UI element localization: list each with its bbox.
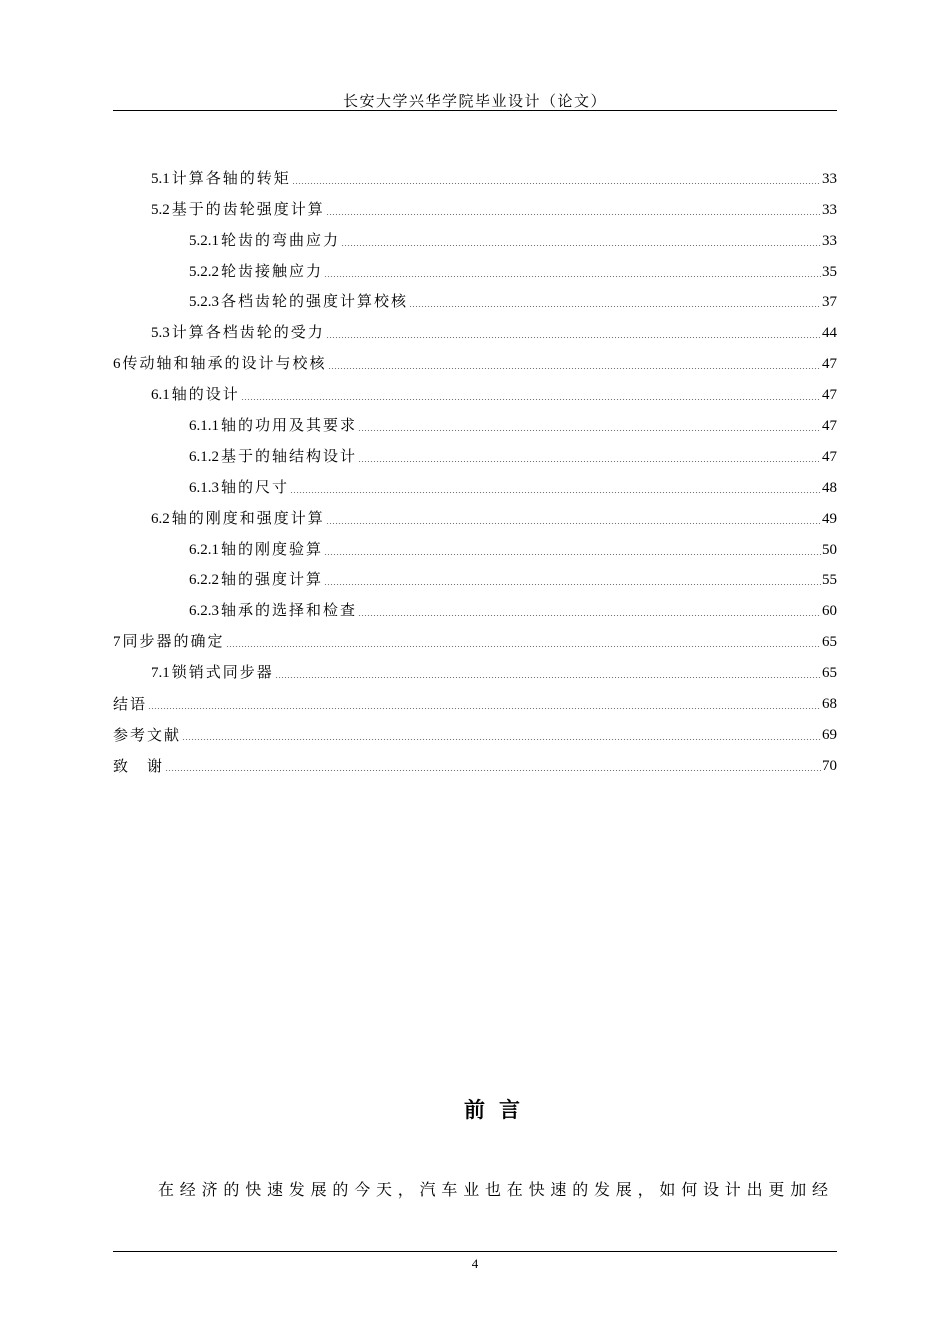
- toc-dot-leader: [326, 337, 821, 338]
- toc-dot-leader: [226, 646, 821, 647]
- toc-entry[interactable]: [113, 534, 837, 565]
- toc-entry-number: 6.2.3: [189, 603, 219, 620]
- toc-entry-title: [189, 538, 323, 561]
- toc-entry-page: 47: [822, 356, 837, 373]
- toc-entry-title: [113, 630, 225, 653]
- toc-entry-page: 50: [822, 541, 837, 558]
- toc-entry-title: [189, 476, 289, 499]
- toc-entry[interactable]: [113, 410, 837, 441]
- toc-entry-page: 47: [822, 387, 837, 404]
- toc-entry-page: 47: [822, 418, 837, 435]
- toc-entry-title: [189, 568, 323, 591]
- toc-entry-page: 44: [822, 325, 837, 342]
- toc-entry-title: [151, 383, 240, 406]
- toc-entry-number: 5.3: [151, 325, 170, 342]
- toc-entry[interactable]: [113, 472, 837, 503]
- toc-entry-label: 轴的刚度验算: [221, 539, 324, 558]
- toc-dot-leader: [358, 615, 821, 616]
- toc-entry[interactable]: [113, 503, 837, 534]
- toc-entry-page: 65: [822, 634, 837, 651]
- toc-dot-leader: [324, 554, 821, 555]
- toc-entry-title: [113, 755, 164, 777]
- page-header-title: 长安大学兴华学院毕业设计（论文）: [342, 92, 607, 110]
- toc-entry-label: 轮齿的弯曲应力: [221, 230, 341, 249]
- toc-entry-number: 7: [113, 634, 121, 651]
- toc-entry-label: 同步器的确定: [122, 632, 225, 651]
- toc-entry-label: 轴承的选择和检查: [221, 601, 358, 620]
- toc-entry-number: 5.2.2: [189, 263, 219, 280]
- toc-entry-label: 锁销式同步器: [171, 663, 274, 682]
- toc-entry[interactable]: [113, 287, 837, 318]
- toc-dot-leader: [165, 770, 821, 771]
- toc-entry-label: 传动轴和轴承的设计与校核: [122, 354, 327, 373]
- toc-entry-title: [189, 229, 340, 252]
- toc-entry-label: 轴的强度计算: [221, 570, 324, 589]
- toc-entry[interactable]: [113, 595, 837, 626]
- toc-entry-title: [113, 724, 181, 746]
- toc-entry[interactable]: [113, 626, 837, 657]
- toc-entry[interactable]: [113, 379, 837, 410]
- toc-entry-number: 6.2.2: [189, 572, 219, 589]
- toc-entry[interactable]: [113, 163, 837, 194]
- toc-dot-leader: [326, 523, 821, 524]
- toc-entry[interactable]: [113, 348, 837, 379]
- toc-entry-title: [113, 693, 147, 715]
- preface-title: 前言: [464, 1097, 534, 1122]
- toc-entry-title: [151, 507, 325, 530]
- toc-entry-number: 5.1: [151, 170, 170, 187]
- toc-entry-page: 49: [822, 510, 837, 527]
- toc-dot-leader: [290, 492, 821, 493]
- toc-dot-leader: [324, 584, 821, 585]
- toc-entry[interactable]: [113, 657, 837, 688]
- toc-entry-page: 70: [822, 757, 837, 774]
- toc-dot-leader: [182, 739, 821, 740]
- toc-entry-label: 轴的功用及其要求: [221, 416, 358, 435]
- toc-entry-number: 5.2: [151, 201, 170, 218]
- toc-entry[interactable]: [113, 719, 837, 750]
- toc-entry-number: 6.1.3: [189, 479, 219, 496]
- toc-dot-leader: [148, 708, 821, 709]
- toc-entry[interactable]: [113, 688, 837, 719]
- toc-entry[interactable]: [113, 225, 837, 256]
- toc-entry-page: 47: [822, 448, 837, 465]
- toc-entry-page: 35: [822, 263, 837, 280]
- preface-body: 在经济的快速发展的今天，汽车业也在快速的发展，如何设计出更加经: [158, 1180, 834, 1199]
- page-number: 4: [471, 1256, 479, 1271]
- toc-entry-label: 各档齿轮的强度计算校核: [221, 292, 409, 311]
- toc-entry-number: 5.2.3: [189, 294, 219, 311]
- toc-entry-title: [113, 352, 327, 375]
- toc-entry-page: 60: [822, 603, 837, 620]
- header-rule: [113, 110, 837, 111]
- toc-entry[interactable]: [113, 317, 837, 348]
- toc-entry[interactable]: [113, 194, 837, 225]
- toc-entry-number: 6.1.2: [189, 448, 219, 465]
- toc-entry-label: 轴的尺寸: [221, 477, 290, 496]
- toc-entry-title: [151, 661, 274, 684]
- toc-entry-label: 致 谢: [113, 756, 165, 775]
- toc-entry-number: 6: [113, 356, 121, 373]
- toc-entry-page: 68: [822, 696, 837, 713]
- toc-dot-leader: [358, 461, 821, 462]
- toc-entry-page: 65: [822, 665, 837, 682]
- toc-entry-title: [189, 599, 357, 622]
- toc-entry-number: 6.2: [151, 510, 170, 527]
- toc-dot-leader: [275, 677, 821, 678]
- toc-entry-label: 轮齿接触应力: [221, 261, 324, 280]
- toc-entry-page: 69: [822, 726, 837, 743]
- toc-entry-title: [151, 198, 325, 221]
- toc-dot-leader: [292, 183, 821, 184]
- toc-entry-title: [189, 260, 323, 283]
- toc-entry-label: 结语: [113, 695, 148, 714]
- toc-dot-leader: [409, 306, 821, 307]
- toc-entry-label: 参考文献: [113, 725, 182, 744]
- toc-entry-label: 基于的轴结构设计: [221, 446, 358, 465]
- toc-entry-title: [189, 290, 408, 313]
- toc-entry-label: 计算各轴的转矩: [171, 168, 291, 187]
- toc-entry-page: 37: [822, 294, 837, 311]
- toc-entry-title: [189, 445, 357, 468]
- toc-entry-page: 33: [822, 232, 837, 249]
- toc-entry-page: 55: [822, 572, 837, 589]
- toc-entry-number: 6.1.1: [189, 418, 219, 435]
- toc-dot-leader: [326, 214, 821, 215]
- toc-entry-label: 基于的齿轮强度计算: [171, 199, 325, 218]
- toc-dot-leader: [358, 430, 821, 431]
- toc-dot-leader: [341, 245, 821, 246]
- toc-entry-page: 33: [822, 170, 837, 187]
- toc-entry-label: 计算各档齿轮的受力: [171, 323, 325, 342]
- toc-entry-page: 48: [822, 479, 837, 496]
- toc-entry-page: 33: [822, 201, 837, 218]
- footer-rule: [113, 1251, 837, 1252]
- toc-dot-leader: [324, 276, 821, 277]
- toc-dot-leader: [241, 399, 821, 400]
- toc-entry-label: 轴的设计: [171, 385, 240, 404]
- toc-entry-title: [151, 167, 291, 190]
- toc-entry[interactable]: [113, 565, 837, 596]
- toc-entry[interactable]: [113, 256, 837, 287]
- toc-entry-number: 6.2.1: [189, 541, 219, 558]
- toc-entry-number: 7.1: [151, 665, 170, 682]
- toc-dot-leader: [328, 368, 821, 369]
- toc-entry-title: [189, 414, 357, 437]
- table-of-contents: [113, 163, 837, 781]
- toc-entry-title: [151, 321, 325, 344]
- toc-entry-number: 5.2.1: [189, 232, 219, 249]
- toc-entry[interactable]: [113, 441, 837, 472]
- toc-entry-number: 6.1: [151, 387, 170, 404]
- toc-entry-label: 轴的刚度和强度计算: [171, 508, 325, 527]
- toc-entry[interactable]: [113, 750, 837, 781]
